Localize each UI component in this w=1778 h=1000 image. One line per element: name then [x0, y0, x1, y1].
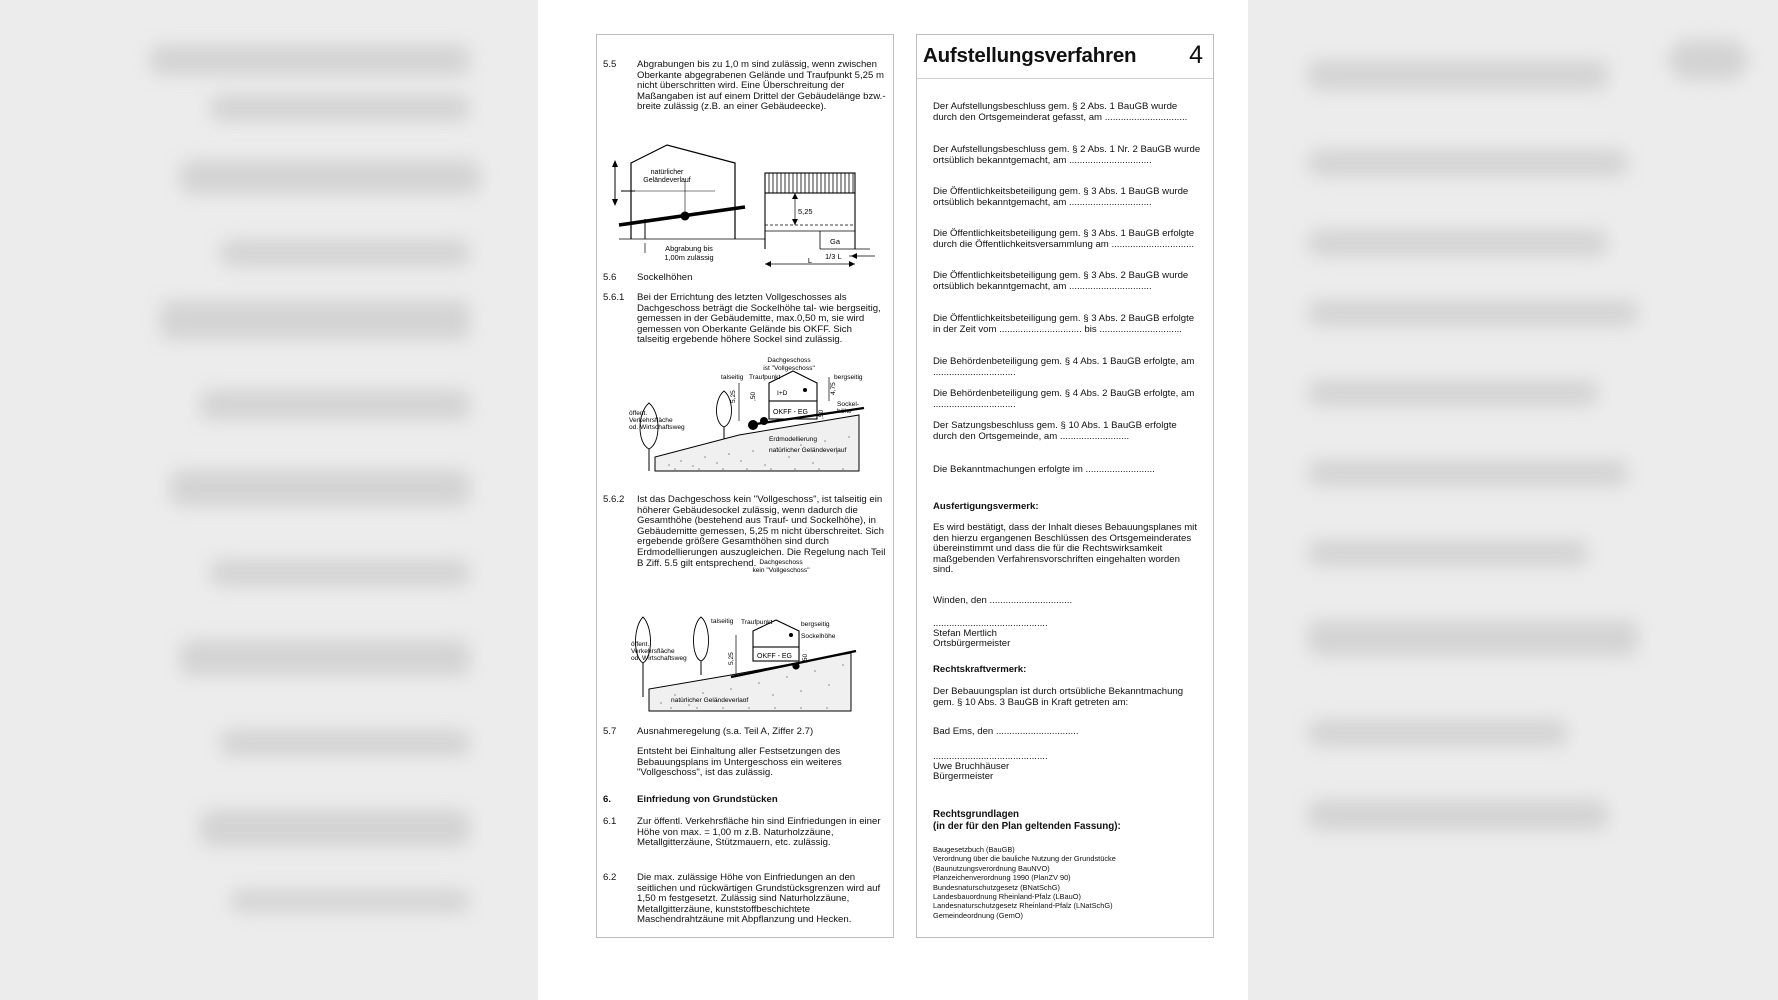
legal-force-text: Der Bebauungsplan ist durch ortsübliche Bekanntmachung gem. § 10 Abs. 3 BauGB in Kraft getreten am:: [933, 686, 1184, 708]
signatory-name-2: Uwe Bruchhäuser: [933, 761, 1010, 772]
dim-5-25: 5,25: [730, 390, 737, 403]
page-number: 4: [1189, 41, 1203, 69]
signatory-name-1: Stefan Mertlich: [933, 628, 997, 639]
label-storeys: I+D: [777, 390, 788, 397]
natural-terrain-label-2: Geländeverlauf: [643, 177, 691, 184]
section-text: Entsteht bei Einhaltung aller Festsetzungen des Bebauungsplans im Untergeschoss ein weiteres "Vollgeschoss", ist das zulässig.: [637, 746, 842, 779]
label-earth-modelling: Erdmodellierung: [769, 436, 818, 443]
legal-basis-item: Gemeindeordnung (GemO): [933, 910, 1023, 920]
legal-basis-list: [933, 845, 1201, 920]
legal-basis-item: Landesnaturschutzgesetz Rheinland-Pfalz (LNatSchG): [933, 901, 1113, 911]
section-number: 6.2: [603, 872, 617, 883]
excavation-label-2: 1,00m zulässig: [664, 253, 714, 262]
section-text: Zur öffentl. Verkehrsfläche hin sind Einfriedungen in einer Höhe von max. = 1,00 m z.B. Naturholzzäune, Metallgitterzäune, Stützmauern, etc. zulässig.: [637, 816, 881, 849]
signature-place-date-2: Bad Ems, den ...............................: [933, 726, 1079, 737]
section-title: Ausnahmeregelung (s.a. Teil A, Ziffer 2.7): [637, 726, 814, 737]
label-traffic-3: od. Wirtschaftsweg: [629, 424, 685, 431]
legal-basis-heading-1: Rechtsgrundlagen: [933, 809, 1020, 820]
signatory-role-2: Bürgermeister: [933, 771, 994, 782]
execution-note-text: Es wird bestätigt, dass der Inhalt dieses Bebauungsplanes mit den hierzu ergangenen Beschlüssen des Ortsgemeinderates übereinstimmt und dass die für die Rechtswirksamkeit maßgebenden Verfahrensvorschriften eingehalten worden sind.: [933, 522, 1197, 576]
procedure-entry: Die Öffentlichkeitsbeteiligung gem. § 3 Abs. 1 BauGB erfolgte durch die Öffentlichkeitsversammlung am ...............................: [933, 228, 1195, 250]
label-attic-2: kein "Vollgeschoss": [752, 567, 810, 574]
procedure-entry: Die Bekanntmachungen erfolgte im ..........................: [933, 464, 1155, 475]
label-mountain-side: bergseitig: [834, 374, 863, 381]
label-base-2: höhe: [837, 408, 852, 415]
legal-basis-item: Bundesnaturschutzgesetz (BNatSchG): [933, 882, 1060, 892]
procedure-entry: Die Behördenbeteiligung gem. § 4 Abs. 2 BauGB erfolgte, am ...............................: [933, 388, 1195, 410]
label-natural-terrain: natürlicher Geländeverlauf: [671, 697, 749, 704]
legal-basis-item: Baugesetzbuch (BauGB): [933, 845, 1015, 854]
legal-basis-item: (Baunutzungsverordnung BauNVO): [933, 863, 1050, 873]
diagram-base-height-full-storey: [619, 353, 881, 475]
section-number: 5.6.2: [603, 494, 625, 505]
section-6-1: [603, 817, 887, 849]
label-traffic-3: od. Wirtschaftsweg: [631, 655, 687, 662]
section-5-7: [603, 727, 887, 738]
section-number: 5.7: [603, 726, 617, 737]
dim-50: ,50: [802, 653, 809, 663]
signature-line-2: ...........................................: [933, 751, 1048, 762]
diagram-base-height-no-full-storey: [631, 559, 871, 715]
section-6-2: [603, 873, 887, 926]
label-valley-side: talseitig: [721, 374, 744, 381]
signatory-role-1: Ortsbürgermeister: [933, 638, 1011, 649]
excavation-label-1: Abgrabung bis: [665, 244, 713, 253]
section-5-5: [603, 60, 887, 113]
label-attic-1: Dachgeschoss: [759, 559, 803, 566]
section-text: Die max. zulässige Höhe von Einfriedungen an den seitlichen und rückwärtigen Grundstücksgrenzen wird auf 1,50 m festgesetzt. Zulässig sind Naturholzzäune, Metallgitterzäune, kunststoffbeschichtete Maschendrahtzäune mit Abpflanzung und Hecken.: [637, 872, 881, 926]
label-third-l: 1/3 L: [825, 252, 842, 261]
section-5-7-text: [603, 747, 887, 779]
page-title: Aufstellungsverfahren: [923, 44, 1137, 67]
section-text: Ist das Dachgeschoss kein "Vollgeschoss", ist talseitig ein höherer Gebäudesockel zulässig, wenn dadurch die Gesamthöhe (bestehend aus Trauf- und Sockelhöhe), in Gebäudemitte gemessen, 5,25 m nicht überschreitet. Sich ergebende größere Gesamthöhen sind durch Erdmodellierungen auszugleichen. Die Regelung nach Teil B Ziff. 5.5 gilt entsprechend.: [637, 494, 886, 569]
label-valley-side: talseitig: [711, 618, 734, 625]
legal-force-heading: Rechtskraftvermerk:: [933, 664, 1027, 675]
procedure-entry: Die Öffentlichkeitsbeteiligung gem. § 3 Abs. 2 BauGB wurde ortsüblich bekanntgemacht, am ...............................: [933, 270, 1189, 292]
left-page-panel: [596, 34, 894, 938]
hatched-building: [765, 173, 875, 267]
dim-50: ,50: [750, 391, 757, 401]
label-ga: Ga: [830, 237, 841, 246]
signature-line-1: ...........................................: [933, 618, 1048, 629]
blurred-background-right: [1248, 0, 1778, 1000]
procedure-entry: Die Öffentlichkeitsbeteiligung gem. § 3 Abs. 2 BauGB erfolgte in der Zeit vom ............................... bis ...............................: [933, 313, 1195, 335]
dim-5-25: 5,25: [728, 652, 735, 665]
procedure-entry: Der Satzungsbeschluss gem. § 10 Abs. 1 BauGB erfolgte durch den Ortsgemeinde, am ..........................: [933, 420, 1177, 442]
section-number: 5.5: [603, 59, 617, 70]
label-traffic-1: öffent.: [631, 641, 650, 648]
legal-basis-item: Landesbauordnung Rheinland-Pfalz (LBauO): [933, 892, 1081, 902]
section-number: 6.1: [603, 816, 617, 827]
dim-50-right: ,50: [818, 409, 825, 419]
section-title: Sockelhöhen: [637, 272, 693, 283]
page-header: [917, 35, 1213, 79]
procedure-entry: Die Öffentlichkeitsbeteiligung gem. § 3 Abs. 1 BauGB wurde ortsüblich bekanntgemacht, am ...............................: [933, 186, 1189, 208]
label-attic-2: ist "Vollgeschoss": [763, 365, 815, 372]
section-number: 5.6.1: [603, 292, 625, 303]
label-traffic-1: öffent.: [629, 410, 648, 417]
execution-note-heading: Ausfertigungsvermerk:: [933, 501, 1039, 512]
label-mountain-side: bergseitig: [801, 621, 830, 628]
label-okff: OKFF - EG: [757, 653, 792, 660]
label-natural-terrain: natürlicher Geländeverlauf: [769, 447, 847, 454]
dim-4-75: 4,75: [830, 382, 837, 395]
section-5-6-1: [603, 293, 887, 346]
legal-basis-item: Verordnung über die bauliche Nutzung der Grundstücke: [933, 854, 1116, 864]
label-okff: OKFF - EG: [773, 409, 808, 416]
right-page-panel: [916, 34, 1214, 938]
blurred-background-left: [0, 0, 538, 1000]
section-text: Bei der Errichtung des letzten Vollgeschosses als Dachgeschoss beträgt die Sockelhöhe tal- wie bergseitig, gemessen in der Gebäudemitte, max.0,50 m, sie wird gemessen von Oberkante Gelände bis OKFF. Sich talseitig ergebende höhere Sockel sind zulässig.: [637, 292, 881, 346]
section-5-6: [603, 273, 887, 284]
label-base-height: Sockelhöhe: [801, 633, 836, 640]
label-base-1: Sockel-: [837, 401, 859, 408]
dim-5-25: 5,25: [798, 207, 813, 216]
label-eaves-point: Traufpunkt: [741, 619, 773, 626]
label-traffic-2: Verkehrsfläche: [631, 648, 675, 655]
legal-basis-heading-2: (in der für den Plan geltenden Fassung):: [933, 821, 1121, 832]
section-title: Einfriedung von Grundstücken: [637, 794, 778, 805]
legal-basis-item: Planzeichenverordnung 1990 (PlanZV 90): [933, 873, 1071, 883]
procedure-entry: Der Aufstellungsbeschluss gem. § 2 Abs. 1 BauGB wurde durch den Ortsgemeinderat gefasst, am ...............................: [933, 101, 1188, 123]
section-6: [603, 795, 887, 806]
diagram-excavation: [605, 133, 887, 267]
section-number: 5.6: [603, 272, 617, 283]
signature-place-date-1: Winden, den ...............................: [933, 595, 1073, 606]
section-number: 6.: [603, 794, 612, 805]
natural-terrain-label-1: natürlicher: [650, 169, 684, 176]
section-5-6-2: [603, 495, 887, 569]
procedure-entry: Der Aufstellungsbeschluss gem. § 2 Abs. 1 Nr. 2 BauGB wurde ortsüblich bekanntgemacht, am ...............................: [933, 144, 1201, 166]
label-l: L: [807, 256, 813, 265]
label-attic-1: Dachgeschoss: [767, 357, 811, 364]
procedure-entry: Die Behördenbeteiligung gem. § 4 Abs. 1 BauGB erfolgte, am ...............................: [933, 356, 1195, 378]
label-traffic-2: Verkehrsfläche: [629, 417, 673, 424]
label-eaves-point: Traufpunkt: [749, 374, 781, 381]
section-text: Abgrabungen bis zu 1,0 m sind zulässig, wenn zwischen Oberkante abgegrabenen Gelände und Traufpunkt 5,25 m nicht überschritten wird. Eine Überschreitung der Maßangaben ist auf einem Drittel der Gebäudelänge bzw.- breite zulässig (z.B. an einer Gebäudeecke).: [637, 59, 886, 113]
